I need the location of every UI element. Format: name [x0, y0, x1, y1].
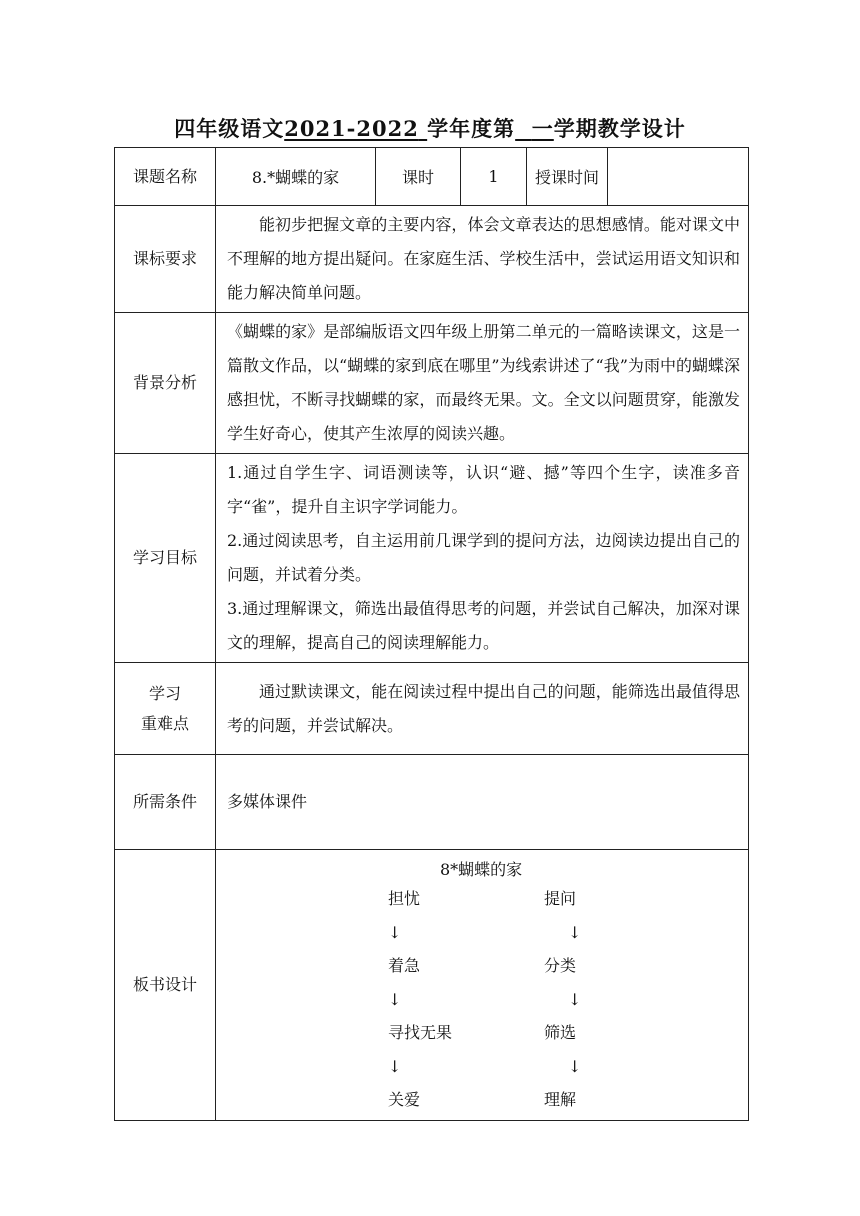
key-points-label-line1: 学习 [148, 683, 181, 703]
down-arrow-icon: ↓ [388, 1057, 402, 1076]
down-arrow-icon: ↓ [568, 923, 582, 942]
objective-item: 3.通过理解课文，筛选出最值得思考的问题，并尝试自己解决，加深对课文的理解，提高自己的阅读理解能力。 [227, 599, 740, 652]
key-points-label [115, 663, 216, 755]
title-term: 一 [531, 116, 554, 141]
objectives-list [216, 454, 749, 663]
board-right-item: 筛选 [544, 1023, 577, 1042]
standards-text: 能初步把握文章的主要内容，体会文章表达的思想感情。能对课文中不理解的地方提出疑问。在家庭生活、学校生活中，尝试运用语文知识和能力解决简单问题。 [216, 206, 749, 313]
time-value [608, 148, 749, 206]
down-arrow-icon: ↓ [568, 1057, 582, 1076]
period-value: 1 [461, 148, 527, 206]
standards-row [115, 206, 749, 313]
board-left-item: 担忧 [388, 889, 421, 908]
title-middle: 学年度第 [427, 116, 516, 141]
topic-value: 8.*蝴蝶的家 [216, 148, 376, 206]
materials-text: 多媒体课件 [216, 755, 749, 850]
board-design [216, 850, 749, 1121]
materials-row [115, 755, 749, 850]
key-points-label-line2: 重难点 [140, 713, 189, 733]
title-prefix: 四年级语文 [174, 116, 285, 141]
standards-label: 课标要求 [115, 206, 216, 313]
topic-row [115, 148, 749, 206]
key-points-row [115, 663, 749, 755]
board-row [115, 850, 749, 1121]
down-arrow-icon: ↓ [568, 990, 582, 1009]
background-label: 背景分析 [115, 313, 216, 454]
objectives-row [115, 454, 749, 663]
title-year: 2021-2022 [284, 116, 419, 141]
page-title [0, 113, 860, 143]
objective-item: 1.通过自学生字、词语测读等，认识“避、撼”等四个生字，读准多音字“雀”，提升自主识字学词能力。 [227, 463, 740, 516]
key-points-text: 通过默读课文，能在阅读过程中提出自己的问题，能筛选出最值得思考的问题，并尝试解决。 [216, 663, 749, 755]
background-row [115, 313, 749, 454]
topic-label: 课题名称 [115, 148, 216, 206]
title-suffix: 学期教学设计 [553, 116, 686, 141]
down-arrow-icon: ↓ [388, 990, 402, 1009]
board-heading: 8*蝴蝶的家 [440, 860, 523, 879]
period-label: 课时 [376, 148, 461, 206]
background-text: 《蝴蝶的家》是部编版语文四年级上册第二单元的一篇略读课文，这是一篇散文作品，以“蝴蝶的家到底在哪里”为线索讲述了“我”为雨中的蝴蝶深感担忧，不断寻找蝴蝶的家，而最终无果。文。全文以问题贯穿，能激发学生好奇心，使其产生浓厚的阅读兴趣。 [216, 313, 749, 454]
board-right-item: 提问 [544, 889, 577, 908]
board-left-item: 寻找无果 [388, 1023, 453, 1042]
time-label: 授课时间 [527, 148, 608, 206]
board-right-item: 分类 [544, 956, 577, 975]
board-left-item: 着急 [388, 956, 421, 975]
board-left-item: 关爱 [388, 1090, 421, 1109]
lesson-plan-table [114, 147, 749, 1121]
board-right-item: 理解 [544, 1090, 577, 1109]
down-arrow-icon: ↓ [388, 923, 402, 942]
board-label: 板书设计 [115, 850, 216, 1121]
materials-label: 所需条件 [115, 755, 216, 850]
objectives-label: 学习目标 [115, 454, 216, 663]
objective-item: 2.通过阅读思考，自主运用前几课学到的提问方法，边阅读边提出自己的问题，并试着分类。 [227, 531, 740, 584]
